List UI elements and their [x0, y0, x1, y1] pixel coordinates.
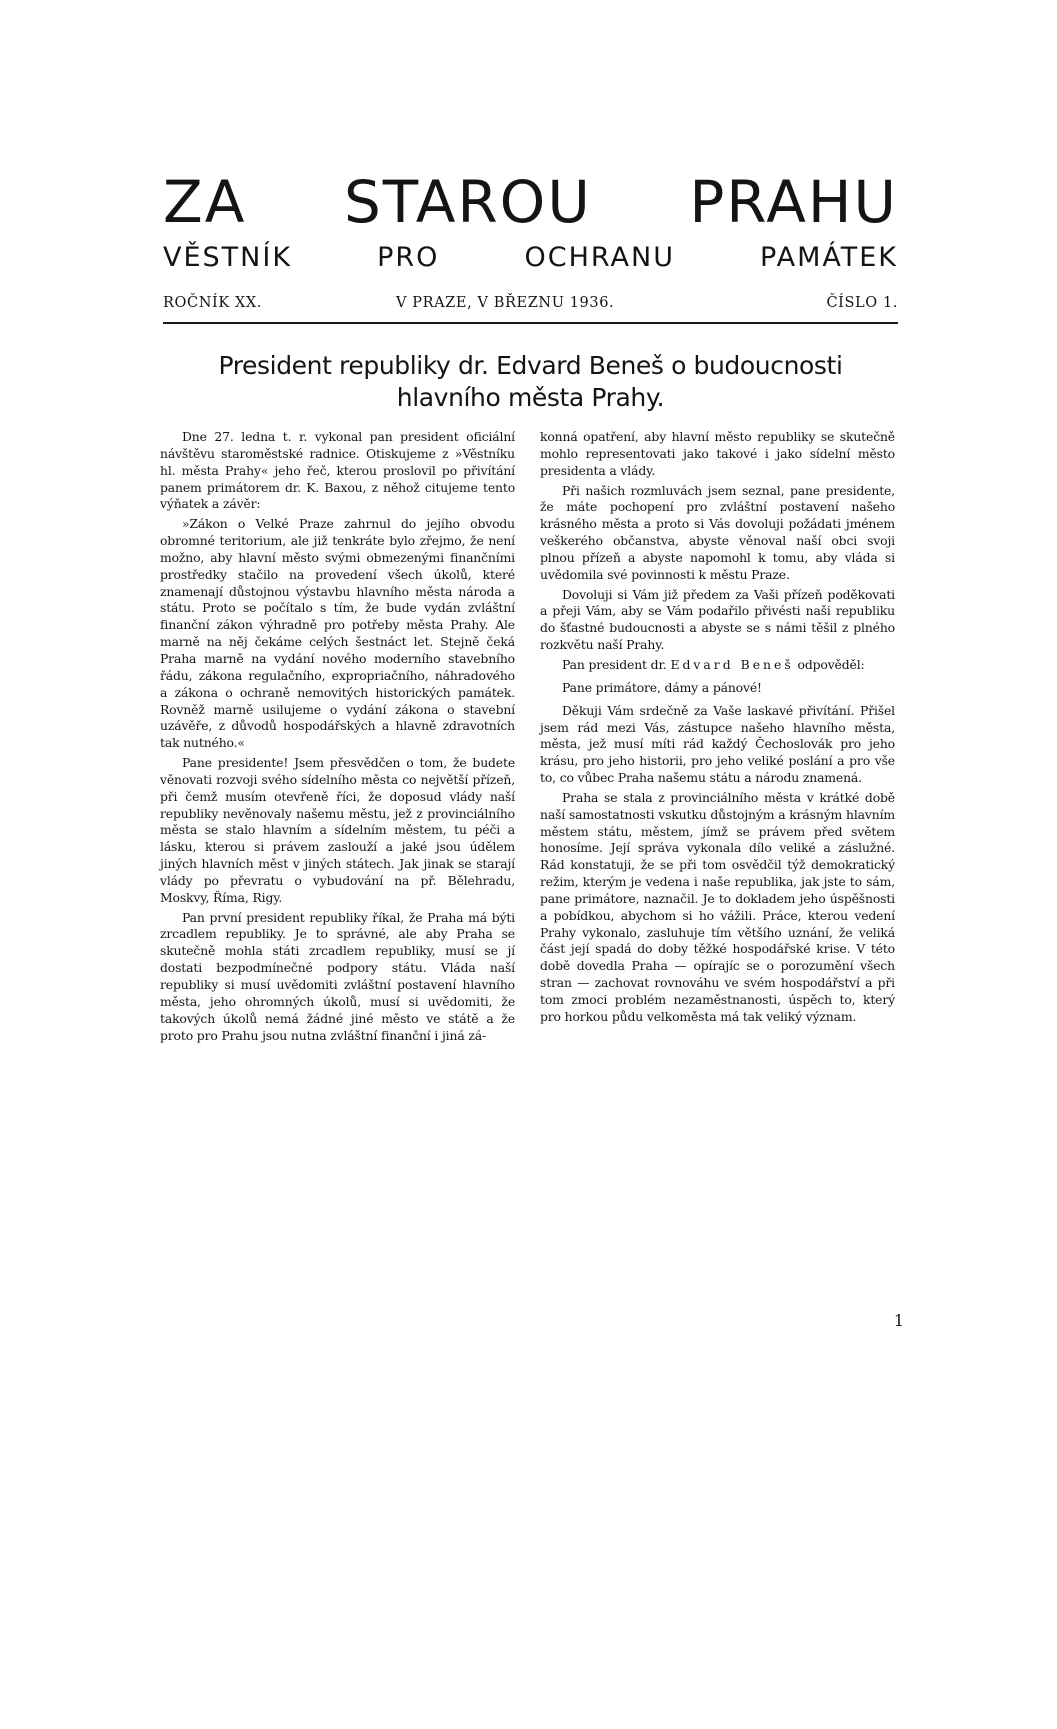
salutation: Pane primátore, dámy a pánové! [562, 679, 762, 695]
issue-line [163, 295, 898, 319]
masthead-rule [163, 322, 898, 324]
paragraph: Při našich rozmluvách jsem seznal, pane presidente, že máte pochopení pro zvláštní postavení našeho krásného města a proto si Vás dovoluji požádati jménem veškerého občanstva, abyste věnoval naší obci svoji plnou přízeň a abyste napomohl k tomu, aby vláda si uvědomila své povinnosti k městu Praze. [540, 482, 895, 582]
paragraph: Dne 27. ledna t. r. vykonal pan president oficiální návštěvu staroměstské radnice. Otiskujeme z »Věstníku hl. města Prahy« jeho řeč, kterou proslovil po přivítání panem primátorem dr. K. Baxou, z něhož citujeme tento výňatek a závěr: [160, 429, 515, 512]
article-title [163, 350, 898, 414]
president-name: Edvard Beneš [670, 656, 794, 672]
right-column [540, 429, 895, 1729]
journal-subtitle: VĚSTNÍK PRO OCHRANU PAMÁTEK [163, 242, 898, 273]
left-column [160, 429, 515, 1729]
paragraph: Pane presidente! Jsem přesvědčen o tom, že budete věnovati rozvoji svého sídelního města co největší přízeň, při čemž musím otevřeně říci, že doposud vlády naší republiky nevěnovaly našemu městu, jež z provinciálního města se stalo hlavním a sídelním městem, tu péči a lásku, kterou si právem zaslouží a jaké jsou údělem jiných hlavních měst v jiných státech. Jak jinak se starají vlády po převratu o vybudování na př. Bělehradu, Moskvy, Říma, Rigy. [160, 755, 515, 905]
article-title-line-1: President republiky dr. Edvard Beneš o budoucnosti [218, 351, 843, 380]
paragraph: Praha se stala z provinciálního města v krátké době naší samostatnosti vskutku důstojným a krásným hlavním městem státu, městem, jímž se právem před světem honosíme. Její správa vykonala dílo veliké a záslužné. Rád konstatuji, že se při tom osvědčil týž demokratický režim, kterým je vedena i naše republika, jak jste to sám, pane primátore, naznačil. Je to dokladem jeho úspěšnosti a pobídkou, abychom si ho vážili. Práce, kterou vedení Prahy vykonalo, zasluhuje tím většího uznání, že veliká část její spadá do doby těžké hospodářské krise. V této době dovedla Praha — opírajíc se o porozumění všech stran — zachovat rovnováhu ve svém hospodářství a při tom zmoci problém nezaměstnanosti, úspěch to, který pro horkou půdu velkoměsta má tak veliký význam. [540, 789, 895, 1024]
paragraph: Děkuji Vám srdečně za Vaše laskavé přivítání. Přišel jsem rád mezi Vás, zástupce našeho hlavního města, města, jež musí míti rád každý Čechoslovák pro jeho krásu, pro jeho historii, pro jeho veliké poslání a pro vše to, co vůbec Praha našemu státu a národu znamená. [540, 702, 895, 786]
reply-intro-prefix: Pan president dr. [562, 656, 667, 672]
article-title-line-2: hlavního města Prahy. [396, 383, 665, 412]
paragraph: Dovoluji si Vám již předem za Vaši přízeň poděkovati a přeji Vám, aby se Vám podařilo přivésti naši republiku do šťastné budoucnosti a abyste se s námi těšil z plného rozkvětu naší Prahy. [540, 586, 895, 653]
page-number: 1 [893, 1311, 904, 1330]
issue-volume: ROČNÍK XX. [163, 295, 263, 311]
paragraph: »Zákon o Velké Praze zahrnul do jejího obvodu obromné teritorium, ale již tenkráte bylo zřejmo, že není možno, aby hlavní město svými obmezenými finančními prostředky stačilo na provedení všech úkolů, které znamenají důstojnou výstavbu hlavního města národa a státu. Proto se počítalo s tím, že bude vydán zvláštní finanční zákon výhradně pro potřeby města Prahy. Ale marně na něj čekáme celých šestnáct let. Stejně čeká Praha marně na vydání nového moderního stavebního řádu, zákona regulačního, expropriačního, náhradového a zákona o ochraně nemovitých historických památek. Rovněž marně usilujeme o vydání zákona o stavební uzávěře, z důvodů hospodářských a hlavně zdravotních tak nutného.« [160, 516, 515, 751]
reply-intro-suffix: odpověděl: [797, 656, 865, 672]
issue-number: ČÍSLO 1. [826, 295, 898, 311]
paragraph: konná opatření, aby hlavní město republiky se skutečně mohlo representovati jako takové i jako sídelní město presidenta a vlády. [540, 429, 895, 478]
paragraph: Pan první president republiky říkal, že Praha má býti zrcadlem republiky. Je to správné, ale aby Praha se skutečně mohla státi zrcadlem republiky, musí se jí dostati bezpodmínečné podpory státu. Vláda naší republiky si musí uvědomiti zvláštní postavení hlavního města, jeho ohromných úkolů, musí si uvědomiti, že takových úkolů nemá žádné jiné město ve státě a že proto pro Prahu jsou nutna zvláštní finanční i jiná zá- [160, 909, 515, 1043]
journal-title: ZA STAROU PRAHU [163, 168, 898, 236]
issue-date: V PRAZE, V BŘEZNU 1936. [396, 295, 615, 311]
reply-intro [540, 657, 895, 674]
